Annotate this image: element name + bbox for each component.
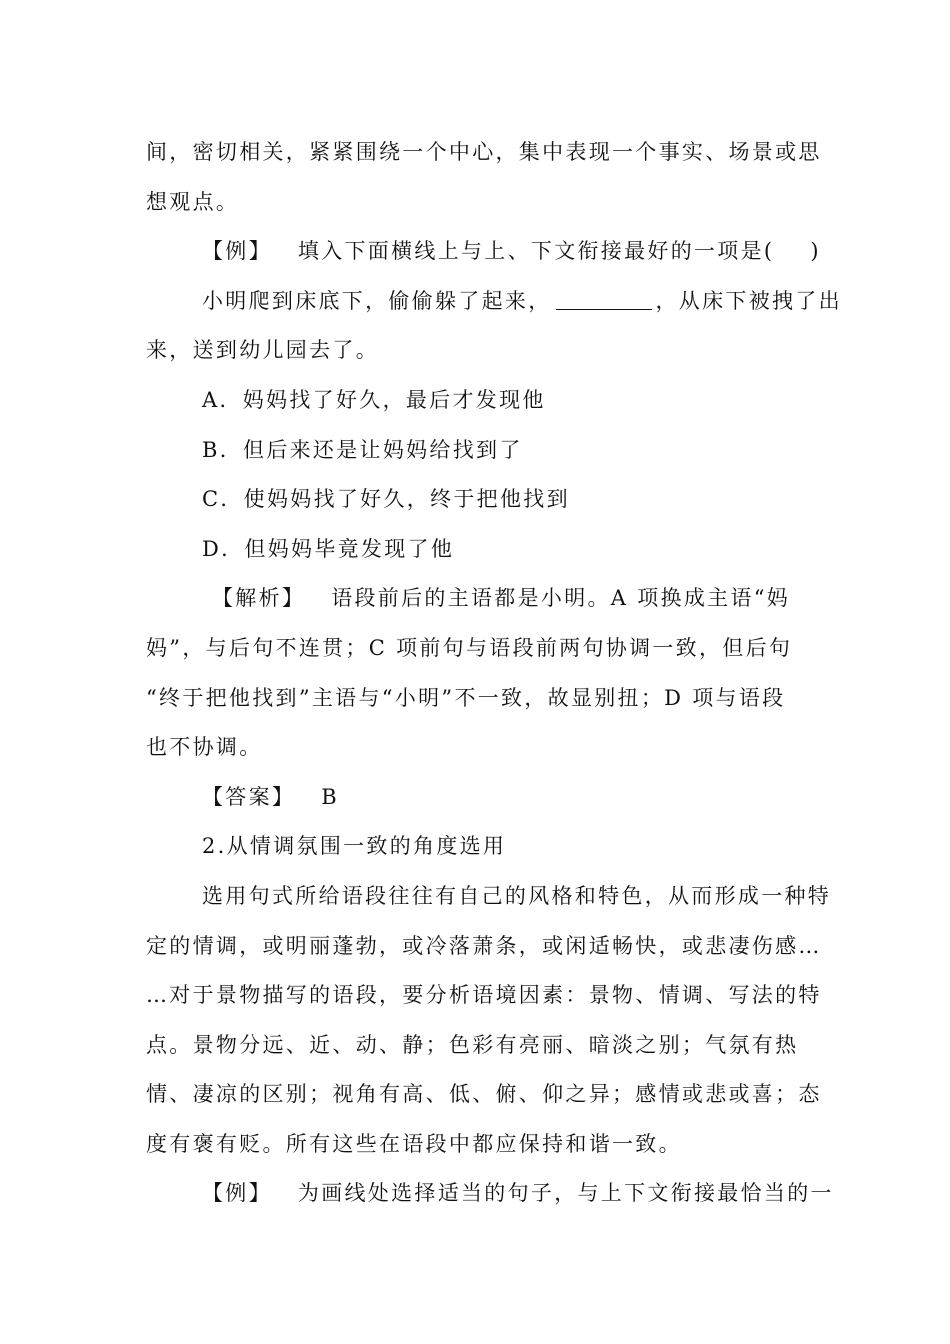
answer-line bbox=[146, 773, 806, 823]
option-c: C．使妈妈找了好久，终于把他找到 bbox=[202, 487, 570, 512]
example-tag: 【例】 bbox=[202, 1181, 272, 1206]
answer-value: B bbox=[321, 784, 339, 809]
text-line: 间，密切相关，紧紧围绕一个中心，集中表现一个事实、场景或思 bbox=[146, 140, 822, 164]
option-a: A．妈妈找了好久，最后才发现他 bbox=[202, 387, 546, 412]
analysis-line: “终于把他找到”主语与“小明”不一致，故显别扭；D 项与语段 bbox=[146, 685, 786, 710]
analysis-line: 妈”，与后句不连贯；C 项前句与语段前两句协调一致，但后句 bbox=[146, 635, 793, 660]
example-prompt: 填入下面横线上与上、下文衔接最好的一项是( bbox=[297, 239, 775, 264]
paragraph-line: 点。景物分远、近、动、静；色彩有亮丽、暗淡之别；气氛有热 bbox=[146, 1032, 799, 1057]
example-tag: 【例】 bbox=[202, 239, 272, 264]
example-heading-2 bbox=[146, 1169, 834, 1219]
example-heading bbox=[146, 227, 821, 277]
option-d: D．但妈妈毕竟发现了他 bbox=[202, 536, 455, 561]
paragraph-line: 定的情调，或明丽蓬勃，或冷落萧条，或闲适畅快，或悲凄伤感… bbox=[146, 933, 822, 958]
analysis-tag: 【解析】 bbox=[212, 586, 306, 611]
question-text-part2: ，从床下被拽了出 bbox=[655, 288, 842, 313]
example-prompt: 为画线处选择适当的句子，与上下文衔接最恰当的一 bbox=[297, 1181, 834, 1206]
option-b: B．但后来还是让妈妈给找到了 bbox=[202, 437, 523, 462]
analysis-line bbox=[146, 574, 806, 624]
question-line-2: 来，送到幼儿园去了。 bbox=[146, 338, 379, 363]
question-line bbox=[146, 277, 842, 327]
question-text-part1: 小明爬到床底下，偷偷躲了起来， bbox=[202, 288, 552, 313]
analysis-line: 也不协调。 bbox=[146, 735, 263, 760]
paragraph-line: 度有褒有贬。所有这些在语段中都应保持和谐一致。 bbox=[146, 1131, 682, 1156]
text-line: 想观点。 bbox=[146, 189, 240, 214]
answer-paren-close: ) bbox=[810, 239, 821, 264]
paragraph-line: 选用句式所给语段往往有自己的风格和特色，从而形成一种特 bbox=[202, 883, 832, 908]
paragraph-line: …对于景物描写的语段，要分析语境因素：景物、情调、写法的特 bbox=[146, 983, 822, 1008]
paragraph-line: 情、凄凉的区别；视角有高、低、俯、仰之异；感情或悲或喜；态 bbox=[146, 1082, 822, 1107]
analysis-text: 语段前后的主语都是小明。A 项换成主语“妈 bbox=[331, 586, 791, 611]
document-page bbox=[146, 128, 842, 1219]
fill-blank bbox=[556, 286, 652, 310]
section-heading: 2.从情调氛围一致的角度选用 bbox=[202, 834, 507, 859]
answer-tag: 【答案】 bbox=[202, 784, 296, 809]
